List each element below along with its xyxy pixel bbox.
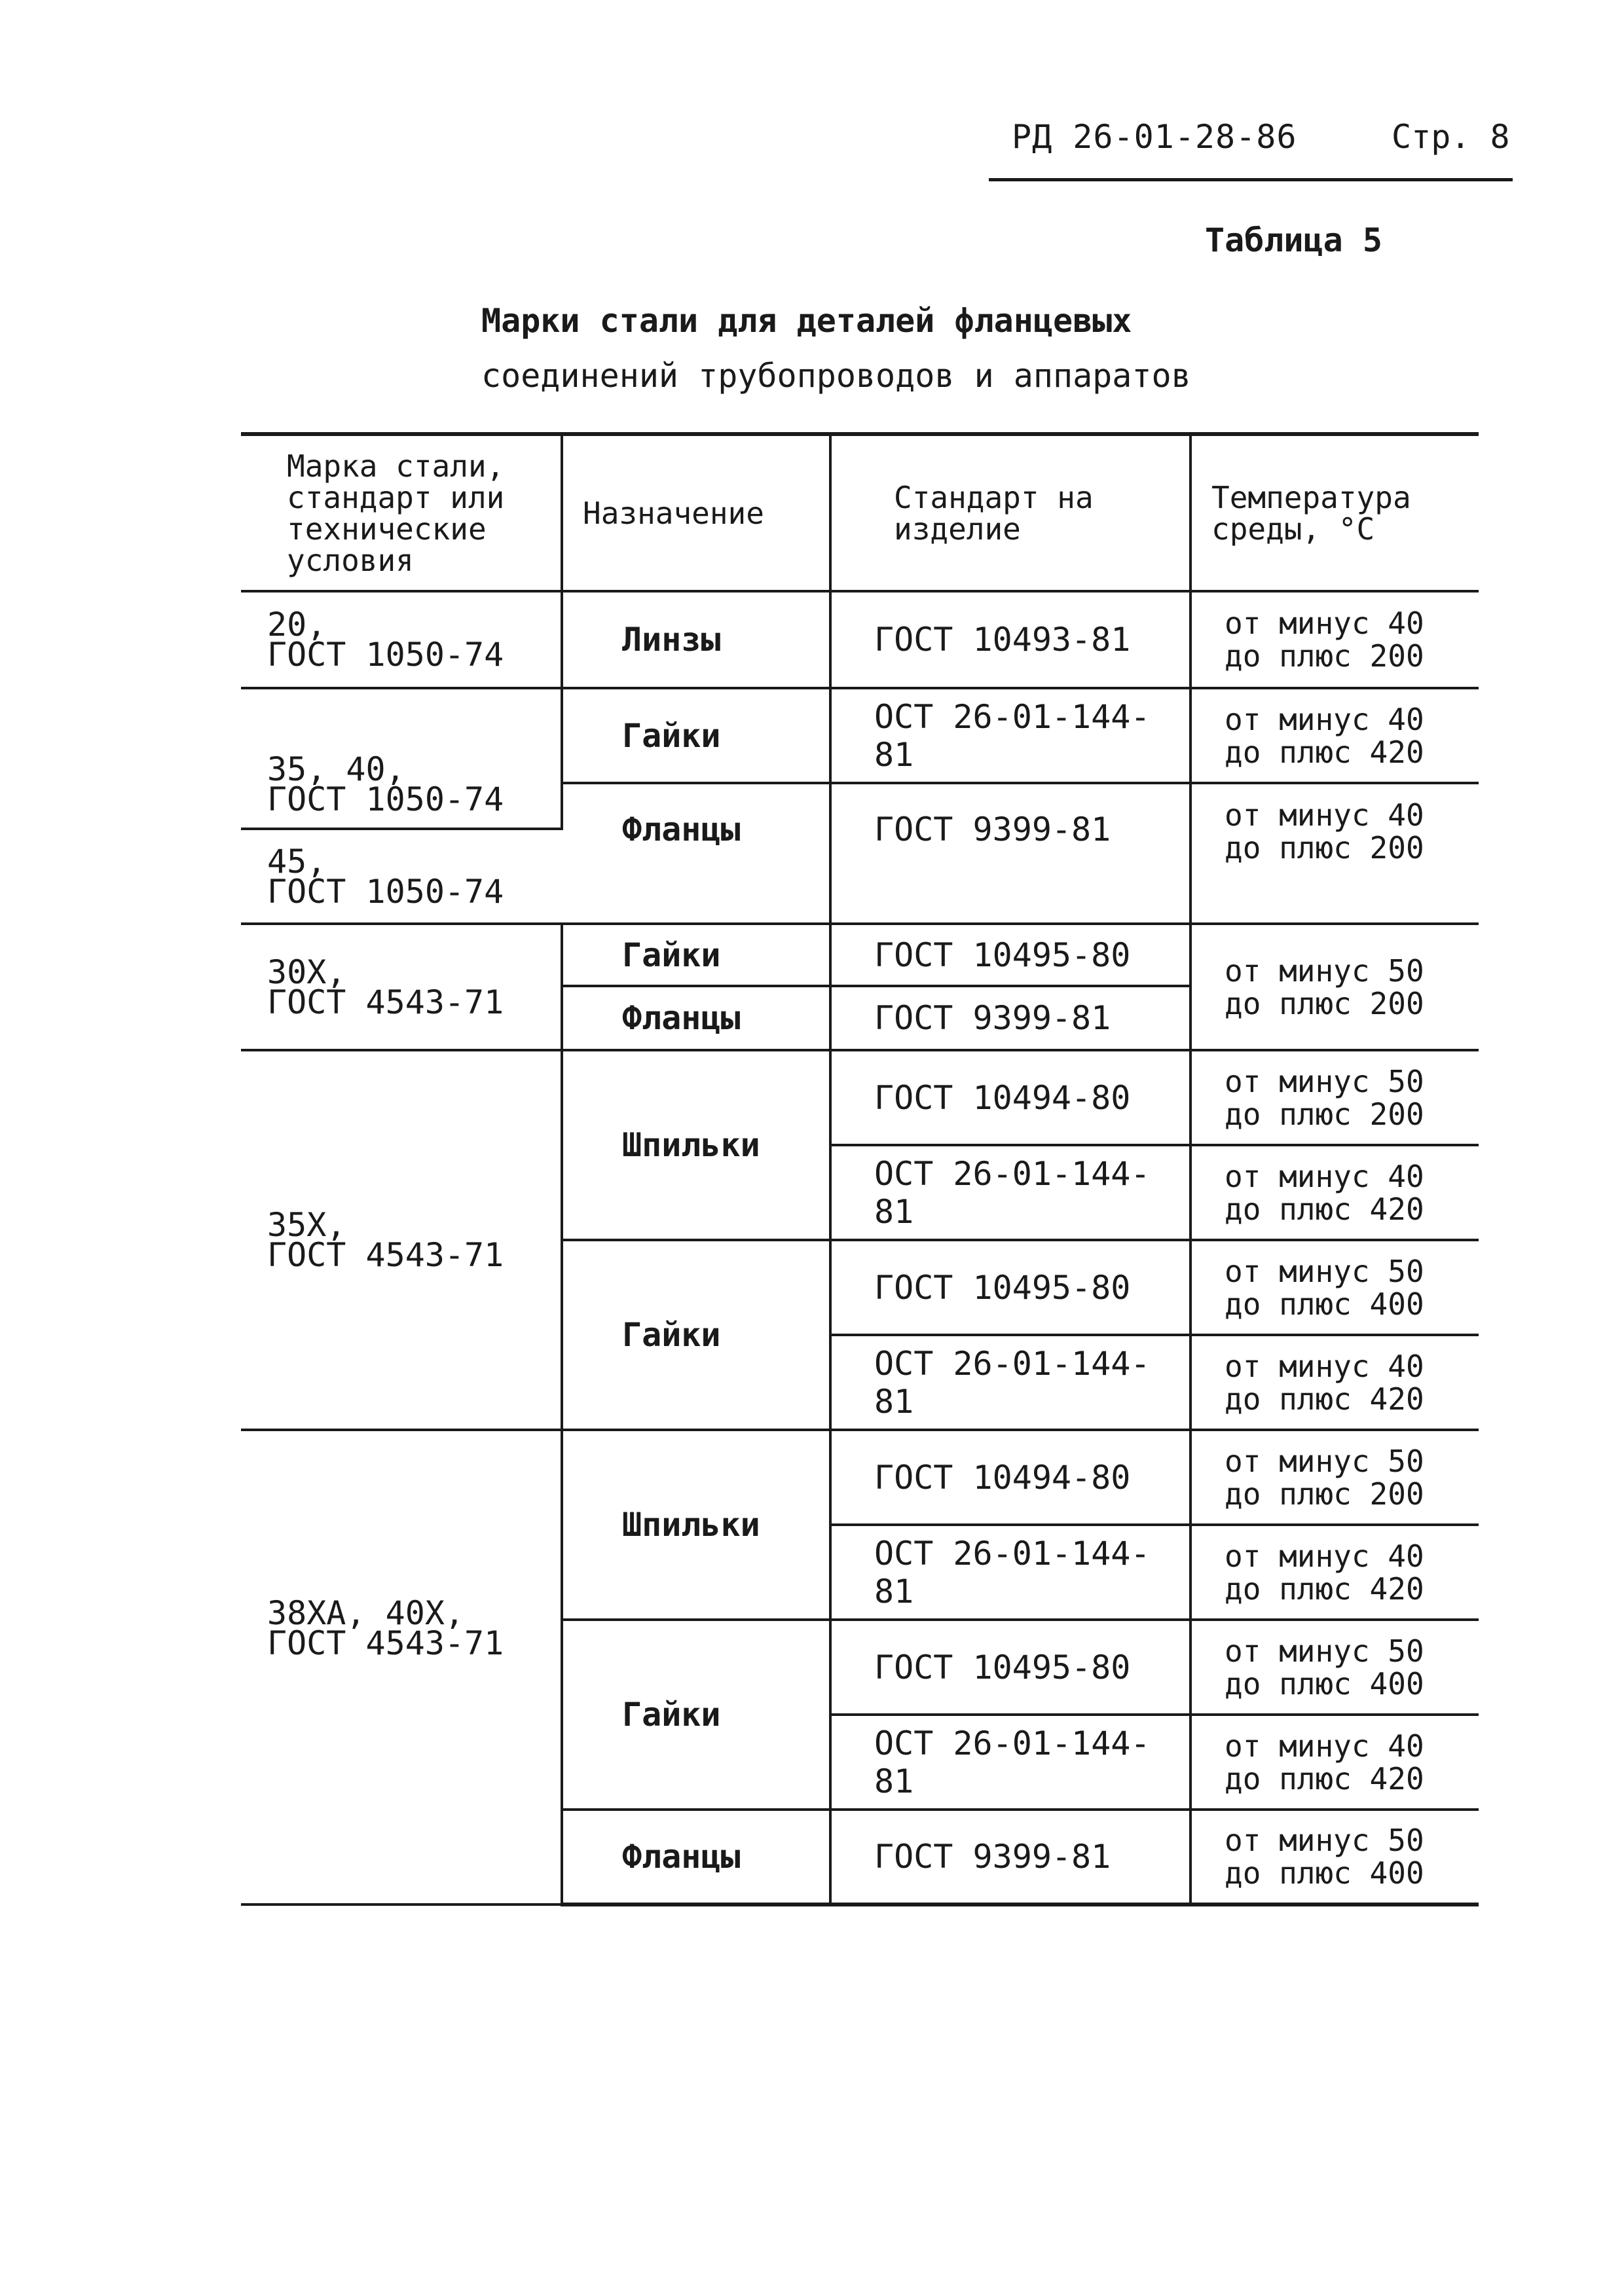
temp-line: до плюс 400 [1225,1286,1424,1322]
cell-standard [830,591,1190,688]
cell-standard [830,1240,1190,1335]
temp-line: от минус 50 [1225,1823,1424,1858]
table-number: Таблица 5 [1205,221,1382,259]
table-title-line-1: Марки стали для деталей фланцевых [481,302,1132,340]
cell-standard [830,1335,1190,1430]
temp-line: до плюс 200 [1225,1476,1424,1512]
temp-line: до плюс 200 [1225,1096,1424,1132]
purpose-text: Фланцы [622,811,741,848]
grade-line: ГОСТ 1050-74 [267,636,504,674]
purpose-text: Фланцы [622,999,741,1037]
grade-line: 35Х, [267,1206,346,1244]
cell-grade [241,829,562,924]
standard-text: ОСТ 26-01-144-81 [874,697,1151,774]
standard-text: ГОСТ 9399-81 [874,811,1111,848]
temp-line: от минус 40 [1225,1538,1424,1574]
cell-temperature [1190,924,1479,1050]
header-temperature-line: Температура [1211,479,1411,515]
page-number: Стр. 8 [1392,118,1510,156]
temp-line: до плюс 420 [1225,1571,1424,1607]
cell-grade [241,591,562,688]
cell-grade [241,924,562,1050]
header-purpose-label: Назначение [583,495,764,531]
document-code: РД 26-01-28-86 [1012,118,1297,156]
grade-line: ГОСТ 4543-71 [267,1236,504,1274]
temp-line: от минус 40 [1225,1158,1424,1194]
standard-text: ГОСТ 10494-80 [874,1078,1131,1117]
temp-line: до плюс 400 [1225,1666,1424,1702]
temp-line: от минус 40 [1225,1348,1424,1384]
cell-grade [241,1050,562,1430]
standard-text: ГОСТ 10495-80 [874,936,1131,974]
grade-line: ГОСТ 1050-74 [267,872,504,911]
cell-standard [830,1715,1190,1810]
grade-line: 45, [267,842,327,881]
cell-temperature [1190,1335,1479,1430]
cell-temperature [1190,1430,1479,1525]
cell-temperature [1190,1240,1479,1335]
temp-line: от минус 50 [1225,1253,1424,1289]
temp-line: от минус 50 [1225,1063,1424,1099]
standard-text: ГОСТ 9399-81 [874,1838,1111,1876]
temp-line: от минус 40 [1225,1728,1424,1764]
cell-standard [830,688,1190,783]
temp-line: до плюс 400 [1225,1855,1424,1891]
cell-standard [830,1145,1190,1240]
cell-temperature [1190,1810,1479,1904]
temp-line: до плюс 420 [1225,1381,1424,1417]
header-grade-line: технические [287,511,487,547]
grade-line: ГОСТ 4543-71 [267,1624,504,1662]
temp-line: до плюс 200 [1225,830,1424,866]
header-grade-line: стандарт или [287,479,505,515]
table-row [241,591,1479,688]
grade-line: 30Х, [267,953,346,991]
purpose-text: Гайки [622,936,721,974]
temp-line: до плюс 420 [1225,734,1424,770]
purpose-text: Шпильки [622,1506,760,1544]
cell-purpose [562,1620,830,1810]
cell-standard [830,986,1190,1050]
standard-text: ГОСТ 10493-81 [874,621,1131,659]
purpose-text: Гайки [622,1316,721,1354]
header-standard [830,434,1190,591]
grade-line: 35, 40, [267,750,405,788]
cell-purpose [562,1050,830,1240]
cell-standard [830,1430,1190,1525]
standard-text: ОСТ 26-01-144-81 [874,1724,1151,1800]
cell-temperature [1190,1620,1479,1715]
header-temperature [1190,434,1479,591]
cell-standard [830,1810,1190,1904]
cell-purpose [562,688,830,783]
cell-grade [241,1430,562,1904]
standard-text: ГОСТ 10495-80 [874,1648,1131,1686]
cell-temperature [1190,1525,1479,1620]
temp-line: до плюс 420 [1225,1191,1424,1227]
table-title-line-2: соединений трубопроводов и аппаратов [481,357,1191,395]
standard-text: ГОСТ 9399-81 [874,999,1111,1037]
cell-purpose [562,924,830,986]
cell-purpose [562,591,830,688]
header-temperature-line: среды, °С [1211,511,1375,547]
table-row [241,924,1479,986]
cell-purpose [562,1240,830,1430]
purpose-text: Линзы [622,621,721,659]
temp-line: от минус 40 [1225,701,1424,737]
cell-purpose [562,783,830,924]
temp-line: до плюс 420 [1225,1760,1424,1796]
cell-standard [830,924,1190,986]
table-header-row [241,434,1479,591]
temp-line: от минус 50 [1225,1633,1424,1669]
temp-line: от минус 40 [1225,797,1424,833]
header-standard-line: изделие [894,511,1021,547]
cell-purpose [562,1430,830,1620]
table-row [241,1430,1479,1525]
grade-line: ГОСТ 1050-74 [267,780,504,818]
cell-temperature [1190,1145,1479,1240]
temp-line: от минус 50 [1225,1443,1424,1479]
cell-temperature [1190,783,1479,924]
temp-line: от минус 40 [1225,606,1424,641]
header-standard-line: Стандарт на [894,479,1094,515]
temp-line: от минус 50 [1225,953,1424,989]
cell-standard [830,783,1190,924]
standard-text: ОСТ 26-01-144-81 [874,1534,1151,1611]
cell-purpose [562,986,830,1050]
cell-grade [241,688,562,829]
temp-line: до плюс 200 [1225,985,1424,1021]
grade-line: 38ХА, 40Х, [267,1594,465,1632]
temp-line: до плюс 200 [1225,638,1424,674]
header-grade-line: условия [287,542,414,578]
table-title [481,293,1191,403]
standard-text: ГОСТ 10494-80 [874,1458,1131,1497]
purpose-text: Фланцы [622,1838,741,1876]
header-purpose [562,434,830,591]
cell-purpose [562,1810,830,1904]
grade-line: 20, [267,606,327,644]
cell-standard [830,1620,1190,1715]
table-row [241,1050,1479,1145]
purpose-text: Гайки [622,1696,721,1734]
cell-temperature [1190,591,1479,688]
standard-text: ГОСТ 10495-80 [874,1268,1131,1307]
header-grade [241,434,562,591]
header-grade-line: Марка стали, [287,448,505,484]
header-divider [989,178,1513,181]
cell-standard [830,1050,1190,1145]
cell-standard [830,1525,1190,1620]
grade-line: ГОСТ 4543-71 [267,983,504,1021]
standard-text: ОСТ 26-01-144-81 [874,1344,1151,1421]
cell-temperature [1190,1050,1479,1145]
table-row [241,688,1479,783]
purpose-text: Гайки [622,716,721,755]
standard-text: ОСТ 26-01-144-81 [874,1154,1151,1231]
purpose-text: Шпильки [622,1126,760,1164]
steel-grades-table [241,432,1479,1906]
cell-temperature [1190,688,1479,783]
cell-temperature [1190,1715,1479,1810]
